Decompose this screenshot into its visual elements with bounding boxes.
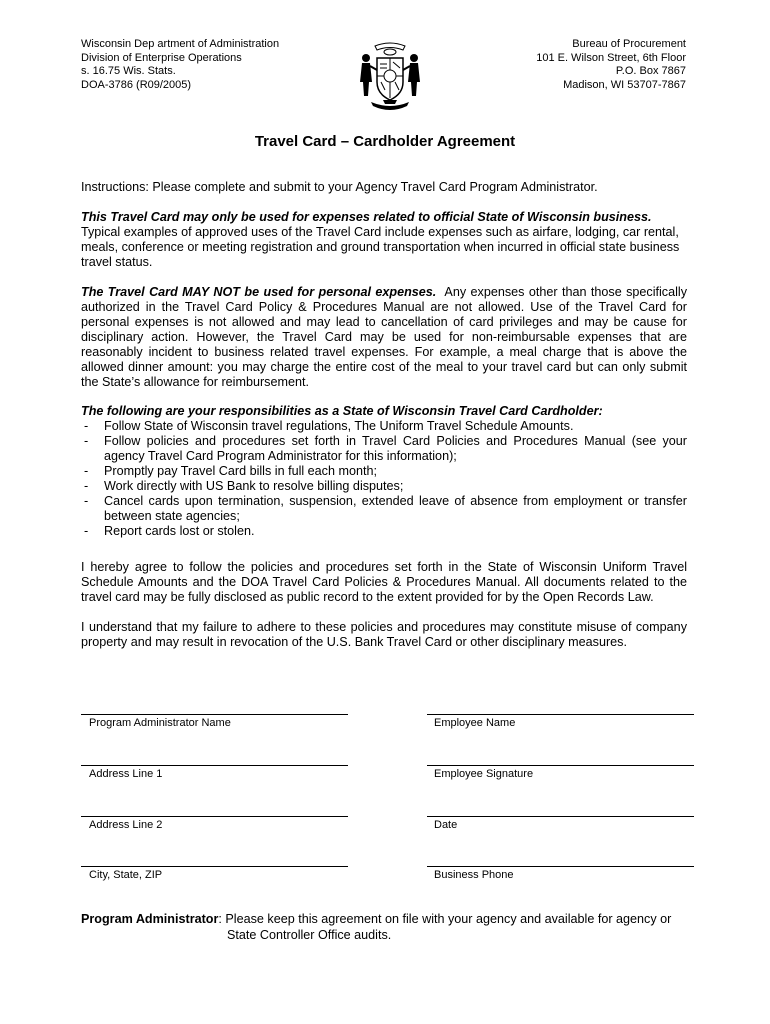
city-state-zip-label: City, State, ZIP [89, 869, 163, 881]
header-division-line: Division of Enterprise Operations [81, 51, 242, 64]
bullet-dash: - [84, 524, 89, 538]
bullet-dash: - [84, 419, 89, 433]
employee-signature-label: Employee Signature [434, 768, 534, 780]
business-phone-line[interactable] [427, 866, 694, 868]
personal-use-heading: The Travel Card MAY NOT be used for personal expenses. [81, 285, 437, 299]
address-line-1-line[interactable] [81, 765, 348, 767]
responsibilities-list [81, 419, 687, 539]
understanding-paragraph: I understand that my failure to adhere to these policies and procedures may constitute misuse of company property and may result in revocation of the U.S. Bank Travel Card or other disciplinary measures. [81, 620, 687, 649]
list-item [81, 479, 687, 494]
date-label: Date [434, 819, 458, 831]
header-form-number: DOA-3786 (R09/2005) [81, 78, 192, 91]
agreement-paragraph: I hereby agree to follow the policies and procedures set forth in the State of Wisconsin Uniform Travel Schedule Amounts and the DOA Travel Card Policies & Procedures Manual. All documents related to the travel card may be fully disclosed as public record to the extent provided for by the Open Records Law. [81, 560, 687, 604]
bullet-dash: - [84, 464, 89, 478]
bullet-dash: - [84, 479, 89, 493]
city-state-zip-line[interactable] [81, 866, 348, 868]
responsibilities-section [81, 404, 687, 539]
header-statute-line: s. 16.75 Wis. Stats. [81, 65, 176, 77]
footer-line-1: : Please keep this agreement on file with your agency and available for agency or [218, 912, 672, 926]
header-city-line: Madison, WI 53707-7867 [563, 78, 686, 91]
list-item [81, 419, 687, 434]
employee-signature-line[interactable] [427, 765, 694, 767]
program-admin-name-label: Program Administrator Name [89, 717, 231, 729]
list-item-text: Cancel cards upon termination, suspension, extended leave of absence from employment or transfer between state agencies; [104, 494, 687, 523]
business-use-section [81, 210, 687, 270]
address-line-2-label: Address Line 2 [89, 819, 163, 831]
personal-use-text: Any expenses other than those specifically authorized in the Travel Card Policy & Procedures Manual are not allowed. Use of the Travel Card for personal expenses is not allowed and may lead to cancellation of card privileges and may be cause for disciplinary action. However, the Travel Card may be used for non-reimbursable expenses that are reasonably incident to business related travel expenses. For example, a meal charge that is above the allowed dinner amount: you may charge the entire cost of the meal to your travel card but can only submit the State’s allowance for reimbursement. [81, 285, 691, 389]
date-line[interactable] [427, 816, 694, 818]
list-item [81, 434, 687, 464]
list-item [81, 494, 687, 524]
bullet-dash: - [84, 434, 89, 448]
program-admin-name-line[interactable] [81, 714, 348, 716]
bullet-dash: - [84, 494, 89, 508]
address-line-2-line[interactable] [81, 816, 348, 818]
list-item-text: Follow State of Wisconsin travel regulations, The Uniform Travel Schedule Amounts. [104, 419, 574, 433]
address-line-1-label: Address Line 1 [89, 768, 163, 780]
list-item-text: Promptly pay Travel Card bills in full each month; [104, 464, 377, 478]
footer-note [81, 911, 691, 943]
header-agency-line: Wisconsin Dep artment of Administration [81, 38, 280, 50]
footer-label: Program Administrator [81, 912, 219, 926]
document-title: Travel Card – Cardholder Agreement [254, 133, 516, 150]
list-item [81, 464, 687, 479]
business-use-heading: This Travel Card may only be used for expenses related to official State of Wisconsin business. [81, 210, 652, 224]
employee-name-label: Employee Name [434, 717, 516, 729]
list-item-text: Work directly with US Bank to resolve billing disputes; [104, 479, 404, 493]
business-phone-label: Business Phone [434, 869, 514, 881]
header-address-block [536, 38, 686, 92]
header-agency-block [81, 38, 279, 92]
header-street-line: 101 E. Wilson Street, 6th Floor [536, 51, 686, 64]
responsibilities-heading: The following are your responsibilities as a State of Wisconsin Travel Card Cardholder: [81, 404, 603, 418]
list-item-text: Follow policies and procedures set forth in Travel Card Policies and Procedures Manual (see your agency Travel Card Program Administrator for this information); [104, 434, 687, 463]
instructions-text: Instructions: Please complete and submit to your Agency Travel Card Program Administrator. [81, 180, 598, 194]
business-use-text: Typical examples of approved uses of the Travel Card include expenses such as airfare, lodging, car rental, meals, conference or meeting registration and ground transportation when incurred in official state business travel status. [81, 225, 680, 269]
list-item [81, 524, 687, 539]
header-bureau-line: Bureau of Procurement [572, 38, 686, 50]
personal-use-section [81, 285, 691, 390]
header-pobox-line: P.O. Box 7867 [615, 65, 686, 77]
footer-line-2: State Controller Office audits. [227, 928, 392, 942]
list-item-text: Report cards lost or stolen. [104, 524, 255, 538]
wisconsin-state-seal-icon [353, 38, 427, 114]
employee-name-line[interactable] [427, 714, 694, 716]
